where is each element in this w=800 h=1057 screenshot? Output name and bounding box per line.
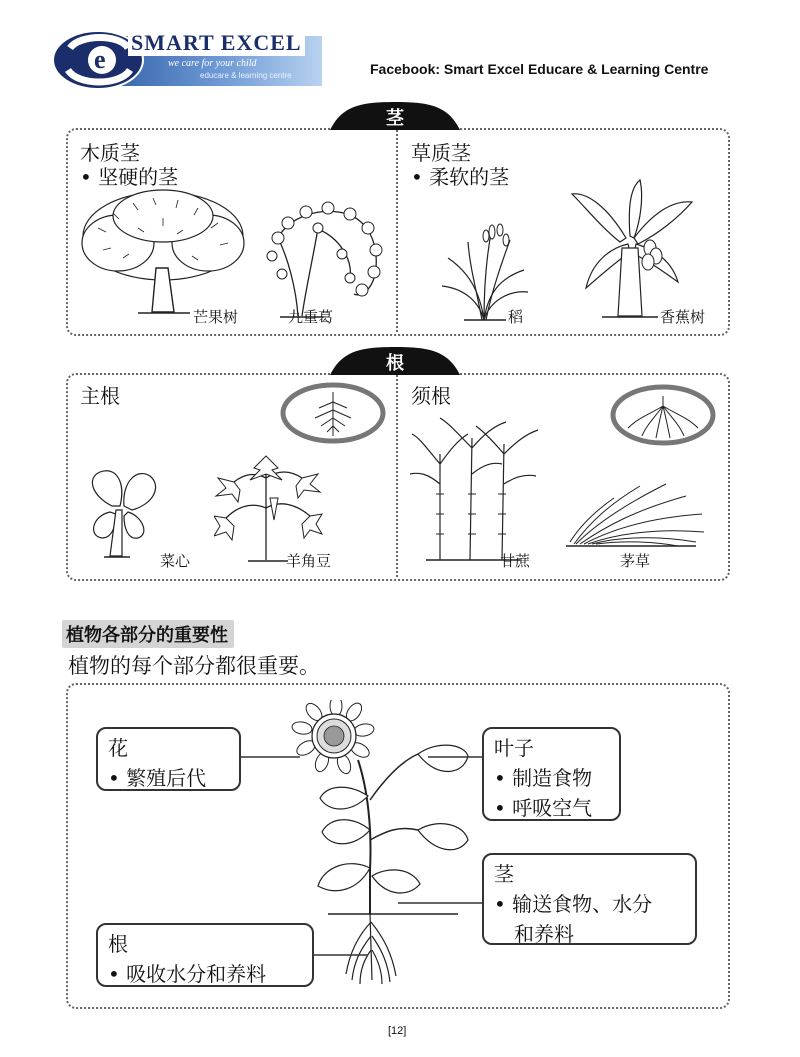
leaf-title: 叶子	[494, 736, 534, 760]
flower-box	[96, 727, 241, 791]
stem-function-title: 茎	[494, 862, 514, 886]
okra-label: 羊角豆	[286, 552, 332, 570]
sugarcane-label: 甘蔗	[500, 552, 531, 570]
stem-tab-label: 茎	[386, 108, 404, 129]
lalang-grass-label: 茅草	[620, 552, 651, 570]
flower-title: 花	[108, 736, 128, 760]
root-function-box	[96, 923, 314, 987]
facebook-label: Facebook: Smart Excel Educare & Learning Centre	[370, 61, 709, 77]
woody-stem-point: • 坚硬的茎	[80, 165, 179, 189]
bougainvillea-label: 九重葛	[288, 308, 334, 326]
rice-label: 稻	[508, 308, 524, 326]
stem-function-point-2: 和养料	[514, 922, 574, 946]
woody-stem-title: 木质茎	[80, 141, 140, 165]
mango-tree-label: 芒果树	[193, 308, 239, 326]
page-number: [12]	[388, 1025, 407, 1037]
fibrous-root-title: 须根	[411, 384, 451, 408]
stem-function-box	[482, 853, 697, 945]
root-function-point-1: • 吸收水分和养料	[108, 962, 267, 986]
tap-root-title: 主根	[80, 384, 120, 408]
root-function-title: 根	[108, 932, 128, 956]
choy-sum-label: 菜心	[160, 552, 191, 570]
root-tab-label: 根	[386, 353, 404, 374]
importance-title: 植物各部分的重要性	[62, 620, 234, 648]
logo-text: SMART EXCEL	[128, 30, 305, 56]
leaf-point-2: • 呼吸空气	[494, 796, 593, 820]
logo-subtitle: educare & learning centre	[200, 71, 292, 80]
leaf-box	[482, 727, 621, 821]
flower-point-1: • 繁殖后代	[108, 766, 207, 790]
leaf-point-1: • 制造食物	[494, 766, 593, 790]
logo-tagline: we care for your child	[168, 58, 257, 69]
banana-tree-label: 香蕉树	[660, 308, 706, 326]
svg-text:e: e	[94, 45, 106, 74]
stem-function-point-1: • 输送食物、水分	[494, 892, 653, 916]
herbaceous-stem-point: • 柔软的茎	[411, 165, 510, 189]
herbaceous-stem-title: 草质茎	[411, 141, 471, 165]
importance-subtitle: 植物的每个部分都很重要。	[68, 654, 320, 678]
